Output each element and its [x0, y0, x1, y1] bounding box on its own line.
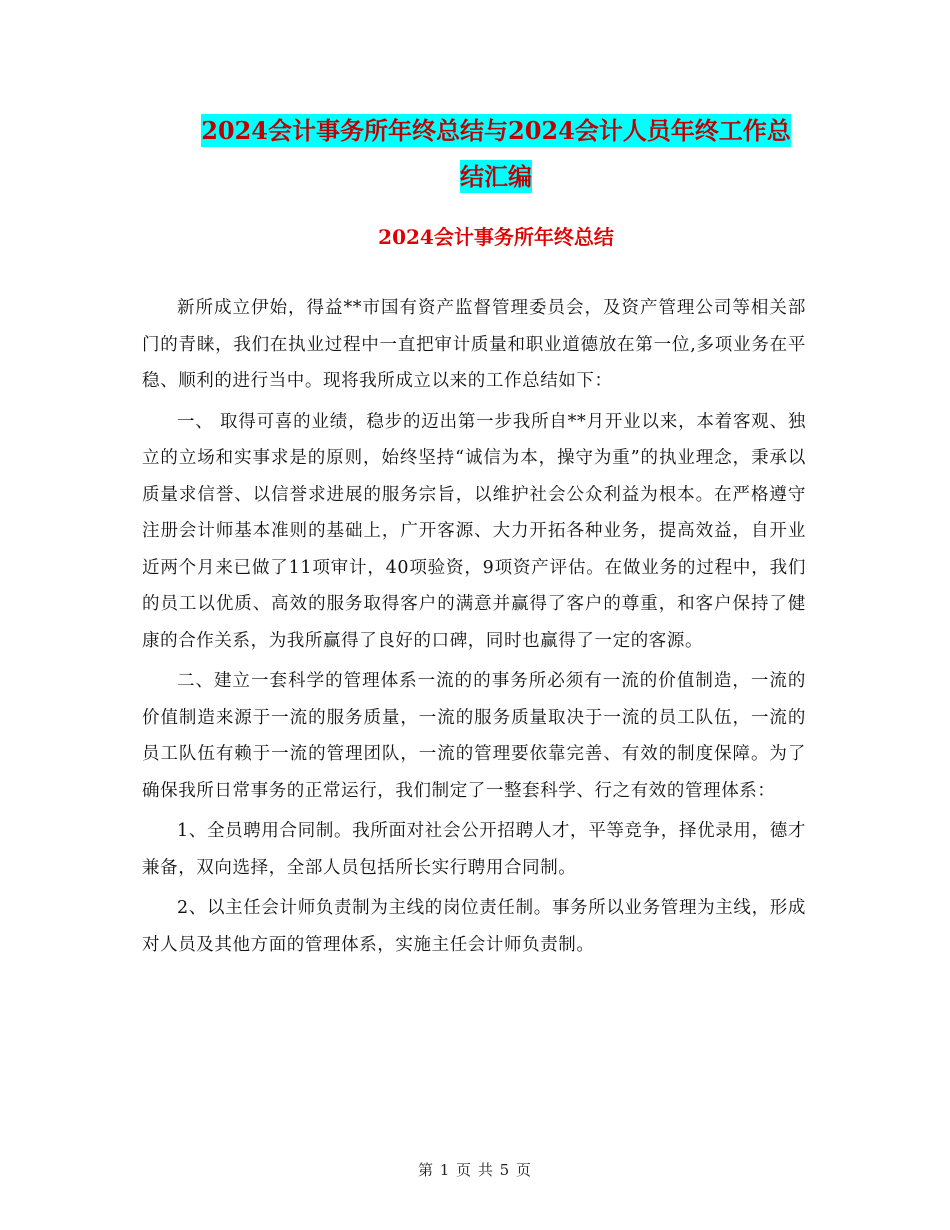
section-title: 2024会计事务所年终总结	[378, 225, 614, 249]
paragraph-intro: 新所成立伊始，得益**市国有资产监督管理委员会，及资产管理公司等相关部门的青睐，我们在执业过程中一直把审计质量和职业道德放在第一位,多项业务在平稳、顺利的进行当中。现将我所成立以来的工作总结如下：	[142, 298, 806, 391]
document-title	[140, 108, 852, 200]
document-title-line-1: 2024会计事务所年终总结与2024会计人员年终工作总	[201, 116, 791, 145]
paragraph-section-2: 二、建立一套科学的管理体系一流的的事务所必须有一流的价值制造，一流的价值制造来源于一流的服务质量，一流的服务质量取决于一流的员工队伍，一流的员工队伍有赖于一流的管理团队，一流的管理要依靠完善、有效的制度保障。为了确保我所日常事务的正常运行，我们制定了一整套科学、行之有效的管理体系：	[142, 671, 806, 801]
paragraph-item-2: 2、以主任会计师负责制为主线的岗位责任制。事务所以业务管理为主线，形成对人员及其他方面的管理体系，实施主任会计师负责制。	[142, 898, 806, 955]
page-number-footer: 第 1 页 共 5 页	[418, 1161, 532, 1179]
document-title-line-2: 结汇编	[460, 162, 532, 191]
paragraph-item-1: 1、全员聘用合同制。我所面对社会公开招聘人才，平等竞争，择优录用，德才兼备，双向选择，全部人员包括所长实行聘用合同制。	[142, 821, 806, 878]
document-body	[142, 290, 806, 967]
paragraph-section-1: 一、 取得可喜的业绩，稳步的迈出第一步我所自**月开业以来，本着客观、独立的立场和实事求是的原则，始终坚持“诚信为本，操守为重”的执业理念，秉承以质量求信誉、以信誉求进展的服务宗旨，以维护社会公众利益为根本。在严格遵守注册会计师基本准则的基础上，广开客源、大力开拓各种业务，提高效益，自开业近两个月来已做了11项审计，40项验资，9项资产评估。在做业务的过程中，我们的员工以优质、高效的服务取得客户的满意并赢得了客户的尊重，和客户保持了健康的合作关系，为我所赢得了良好的口碑，同时也赢得了一定的客源。	[142, 411, 806, 651]
